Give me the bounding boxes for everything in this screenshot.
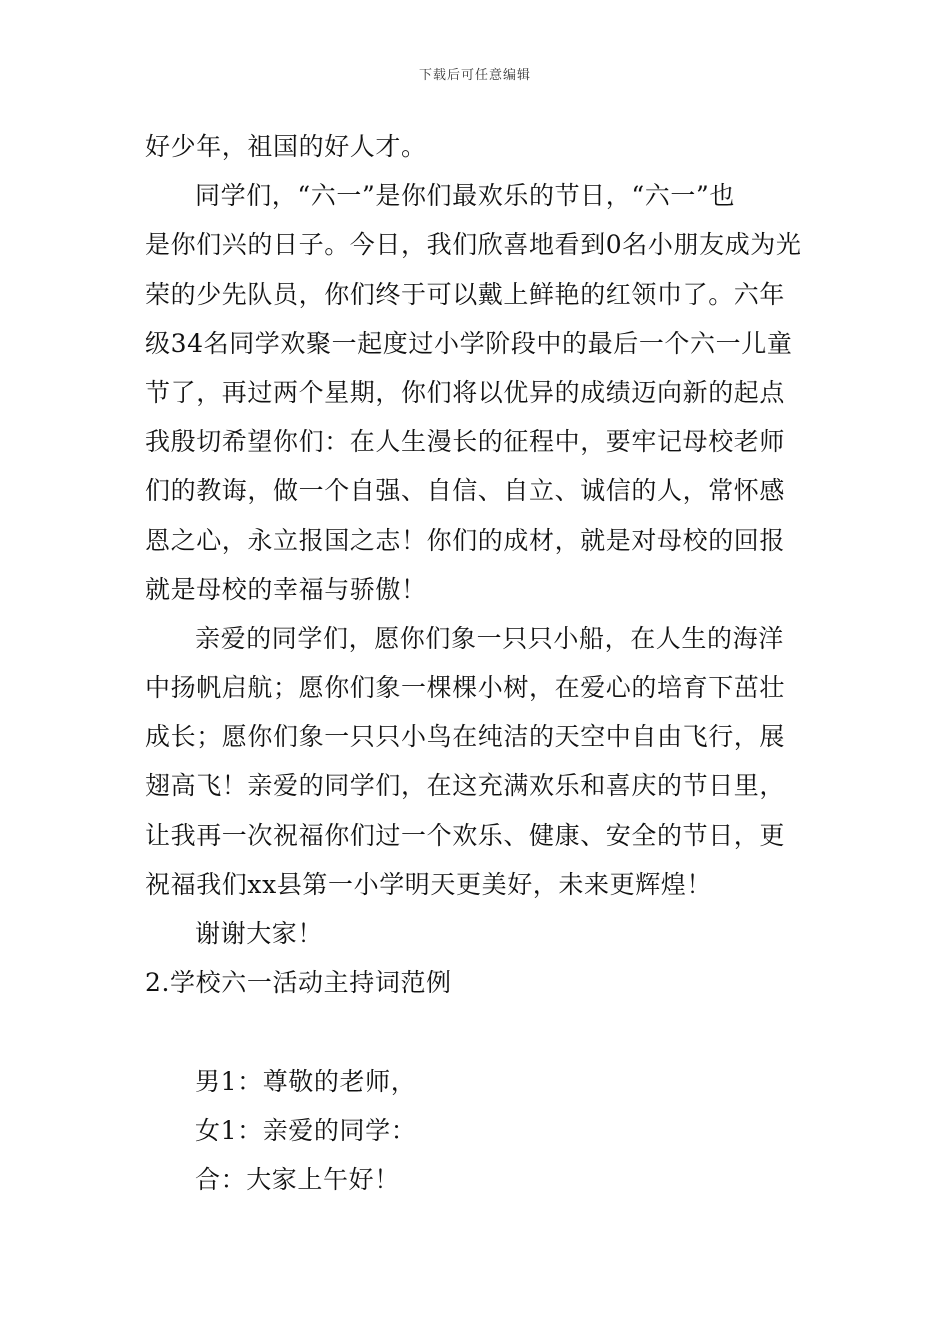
text-line: 荣的少先队员，你们终于可以戴上鲜艳的红领巾了。六年 [145,279,786,309]
paragraph-start-line: 同学们，“六一”是你们最欢乐的节日，“六一”也 [195,181,735,211]
text-line: 恩之心，永立报国之志！你们的成材，就是对母校的回报 [145,525,786,555]
text-line: 我殷切希望你们：在人生漫长的征程中，要牢记母校老师 [145,427,786,457]
text-line: 让我再一次祝福你们过一个欢乐、健康、安全的节日，更 [145,820,786,850]
text-line: 翅高飞！亲爱的同学们，在这充满欢乐和喜庆的节日里， [145,771,786,801]
section-heading: 2.学校六一活动主持词范例 [145,968,452,998]
text-line: 们的教诲，做一个自强、自信、自立、诚信的人，常怀感 [145,476,786,506]
dialogue-line: 合：大家上午好！ [195,1164,400,1194]
text-line: 节了，再过两个星期，你们将以优异的成绩迈向新的起点 [145,377,786,407]
closing-thanks-line: 谢谢大家！ [195,919,324,948]
document-body [145,122,810,1204]
text-line: 成长；愿你们象一只只小鸟在纯洁的天空中自由飞行，展 [145,722,786,752]
text-line: 级34名同学欢聚一起度过小学阶段中的最后一个六一儿童 [145,328,793,358]
text-line: 就是母校的幸福与骄傲！ [145,574,427,604]
blank-line [145,1007,810,1056]
page-header-note: 下载后可任意编辑 [418,68,531,83]
dialogue-line: 女1：亲爱的同学： [195,1115,417,1145]
text-line: 好少年，祖国的好人才。 [145,132,427,161]
text-line: 中扬帆启航；愿你们象一棵棵小树，在爱心的培育下茁壮 [145,673,786,703]
paragraph-start-line: 亲爱的同学们，愿你们象一只只小船，在人生的海洋 [195,623,784,653]
text-line: 是你们兴的日子。今日，我们欣喜地看到0名小朋友成为光 [145,230,802,260]
text-line: 祝福我们xx县第一小学明天更美好，未来更辉煌！ [145,869,712,899]
dialogue-line: 男1：尊敬的老师， [195,1066,417,1096]
